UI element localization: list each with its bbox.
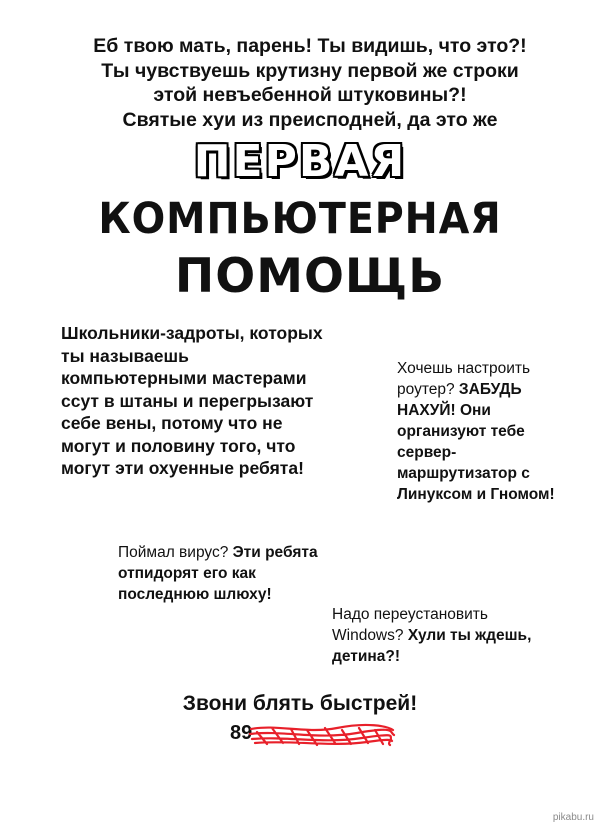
intro-line: Ты чувствуешь крутизну первой же строки	[101, 59, 519, 82]
redaction-scribble	[247, 720, 397, 750]
intro-line: этой невъебенной штуковины?!	[153, 84, 467, 106]
headline-word-first: ПЕРВАЯ	[193, 136, 407, 187]
windows-text-block	[332, 604, 552, 667]
headline-word-help: ПОМОЩЬ	[174, 249, 446, 304]
call-to-action: Звони блять быстрей!	[182, 692, 418, 715]
virus-answer: Эти ребята отпидорят его как последнюю шлюху!	[118, 544, 318, 603]
left-text-block: Школьники-задроты, которых ты называешь компьютерными мастерами ссут в штаны и перегрызают себе вены, потому что не могут и половину того, что могут эти охуенные ребята!	[61, 323, 323, 478]
windows-question: Надо переустановить Windows?	[332, 606, 488, 644]
phone-number: 89	[230, 722, 253, 744]
windows-answer: Хули ты ждешь, детина?!	[332, 627, 532, 665]
router-answer: ЗАБУДЬ НАХУЙ! Они организуют тебе сервер-маршрутизатор с Линуксом и Гномом!	[397, 381, 555, 503]
virus-text-block	[118, 542, 323, 605]
headline-word-computer: КОМПЬЮТЕРНАЯ	[98, 194, 502, 244]
intro-line: Святые хуи из преисподней, да это же	[122, 108, 498, 131]
watermark: pikabu.ru	[552, 812, 594, 823]
router-text-block	[397, 358, 567, 505]
intro-line: Еб твою мать, парень! Ты видишь, что это?!	[93, 35, 527, 57]
intro-text	[40, 34, 580, 132]
router-question: Хочешь настроить роутер?	[397, 360, 531, 398]
virus-question: Поймал вирус?	[118, 544, 233, 561]
